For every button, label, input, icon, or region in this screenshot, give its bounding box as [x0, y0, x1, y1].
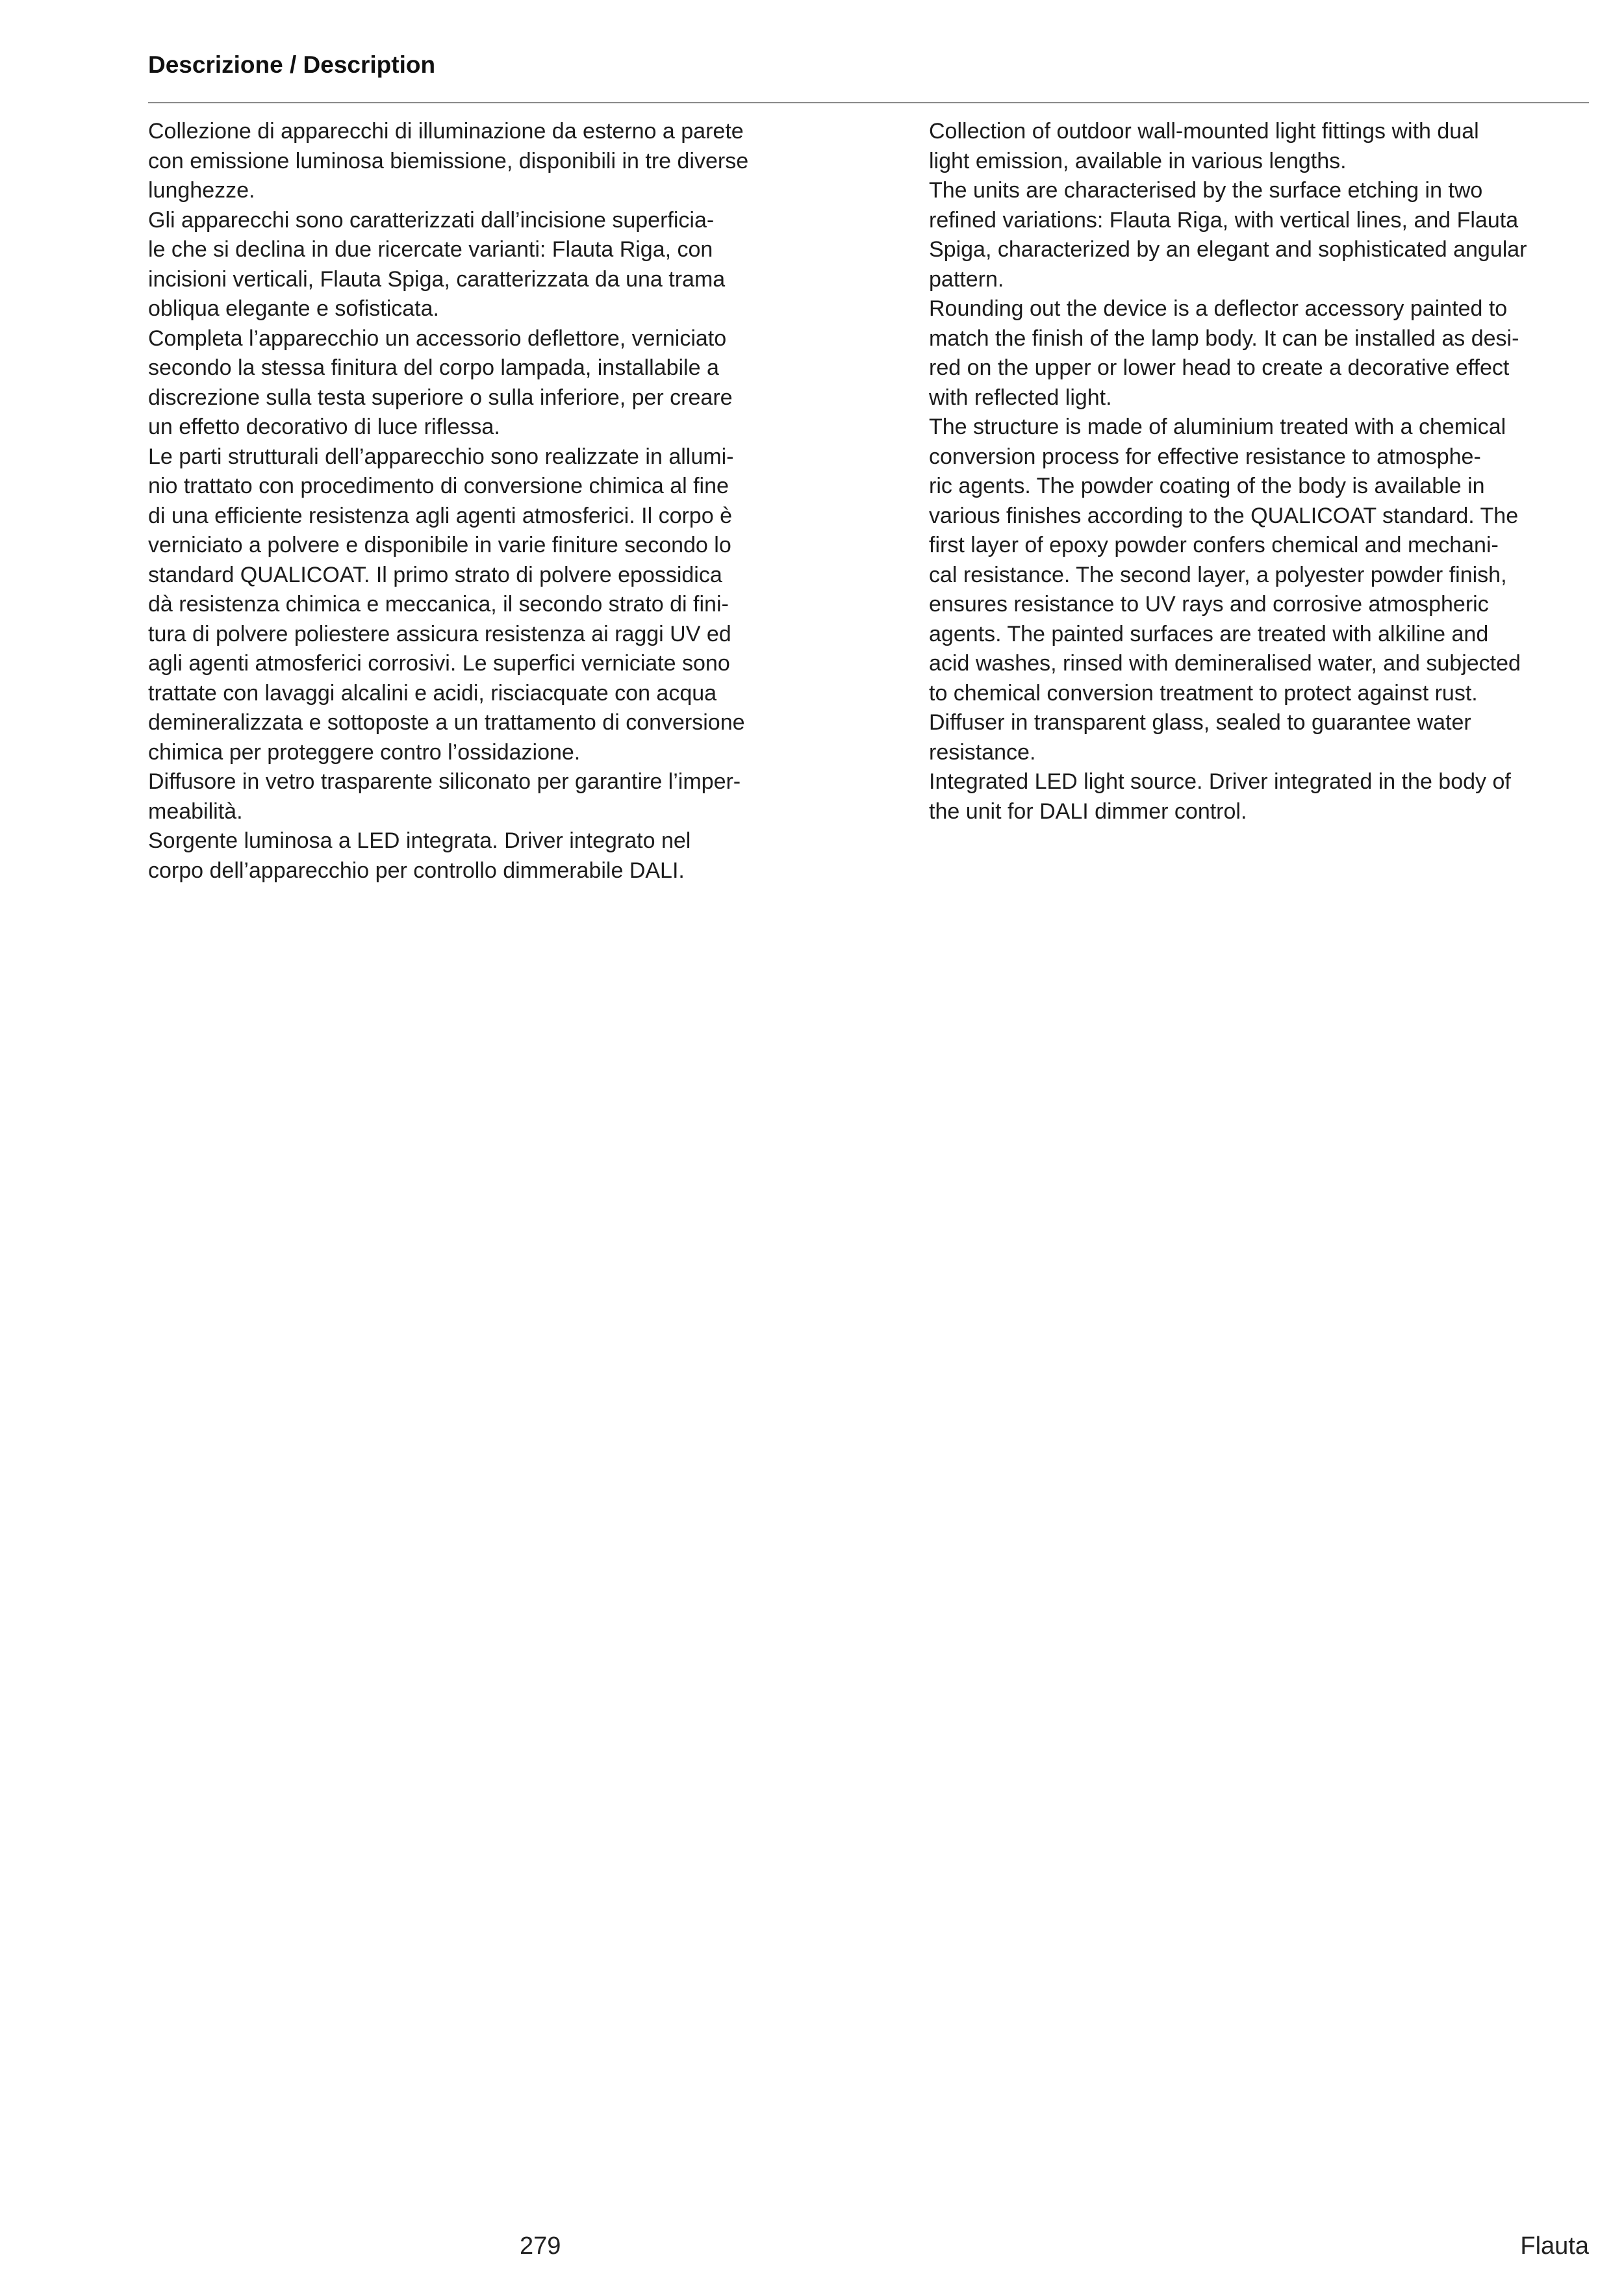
italian-text-line: con emissione luminosa biemissione, disponibili in tre diverse: [148, 148, 749, 173]
english-description-column: [929, 117, 1598, 826]
italian-text-line: secondo la stessa finitura del corpo lampada, installabile a: [148, 355, 719, 380]
english-text-line: Integrated LED light source. Driver integrated in the body of: [929, 769, 1511, 794]
english-text-line: to chemical conversion treatment to protect against rust.: [929, 680, 1478, 706]
english-text-line: Rounding out the device is a deflector accessory painted to: [929, 296, 1508, 321]
english-text-line: light emission, available in various lengths.: [929, 148, 1347, 173]
english-text-line: ric agents. The powder coating of the body is available in: [929, 474, 1485, 498]
italian-text-line: Le parti strutturali dell’apparecchio sono realizzate in allumi-: [148, 444, 734, 469]
english-text-line: match the finish of the lamp body. It can be installed as desi-: [929, 326, 1519, 351]
english-text-line: with reflected light.: [929, 385, 1112, 410]
italian-text-line: le che si declina in due ricercate varianti: Flauta Riga, con: [148, 237, 713, 262]
italian-text-line: Gli apparecchi sono caratterizzati dall’incisione superficia-: [148, 207, 715, 233]
english-text-line: cal resistance. The second layer, a polyester powder finish,: [929, 562, 1507, 587]
italian-text-line: chimica per proteggere contro l’ossidazione.: [148, 739, 581, 765]
english-text-line: The units are characterised by the surface etching in two: [929, 178, 1483, 203]
italian-text-line: agli agenti atmosferici corrosivi. Le superfici verniciate sono: [148, 651, 730, 676]
english-text-line: ensures resistance to UV rays and corrosive atmospheric: [929, 592, 1489, 617]
italian-text-line: meabilità.: [148, 798, 243, 824]
english-text-line: conversion process for effective resistance to atmosphe-: [929, 444, 1481, 469]
italian-text-line: un effetto decorativo di luce riflessa.: [148, 415, 500, 439]
italian-text-line: di una efficiente resistenza agli agenti atmosferici. Il corpo è: [148, 503, 732, 528]
italian-text-line: corpo dell’apparecchio per controllo dimmerabile DALI.: [148, 858, 685, 883]
english-text-line: the unit for DALI dimmer control.: [929, 798, 1247, 824]
english-text-line: agents. The painted surfaces are treated with alkiline and: [929, 621, 1489, 646]
english-text-line: The structure is made of aluminium treated with a chemical: [929, 415, 1506, 439]
italian-text-line: tura di polvere poliestere assicura resistenza ai raggi UV ed: [148, 621, 731, 646]
italian-text-line: trattate con lavaggi alcalini e acidi, risciacquate con acqua: [148, 680, 717, 706]
english-text-line: Diffuser in transparent glass, sealed to guarantee water: [929, 710, 1471, 735]
english-text-line: red on the upper or lower head to create a decorative effect: [929, 355, 1510, 380]
english-text-line: various finishes according to the QUALICOAT standard. The: [929, 503, 1519, 528]
italian-text-line: nio trattato con procedimento di conversione chimica al fine: [148, 474, 729, 498]
italian-text-line: obliqua elegante e sofisticata.: [148, 296, 439, 321]
english-text-line: Spiga, characterized by an elegant and sophisticated angular: [929, 237, 1527, 262]
italian-description-column: [148, 117, 817, 886]
italian-text-line: discrezione sulla testa superiore o sulla inferiore, per creare: [148, 385, 733, 410]
heading-divider: [148, 102, 1589, 103]
italian-text-line: Completa l’apparecchio un accessorio deflettore, verniciato: [148, 326, 727, 351]
english-text-line: first layer of epoxy powder confers chemical and mechani-: [929, 533, 1499, 557]
english-text-line: resistance.: [929, 739, 1036, 765]
english-text-line: acid washes, rinsed with demineralised water, and subjected: [929, 651, 1521, 676]
english-text-line: Collection of outdoor wall-mounted light fittings with dual: [929, 119, 1479, 144]
collection-name: Flauta: [1520, 2232, 1589, 2260]
italian-text-line: Sorgente luminosa a LED integrata. Driver integrato nel: [148, 828, 691, 853]
italian-text-line: Collezione di apparecchi di illuminazione da esterno a parete: [148, 119, 744, 144]
italian-text-line: standard QUALICOAT. Il primo strato di polvere epossidica: [148, 562, 722, 587]
english-text-line: pattern.: [929, 266, 1004, 292]
italian-text-line: incisioni verticali, Flauta Spiga, caratterizzata da una trama: [148, 266, 726, 292]
english-text-line: refined variations: Flauta Riga, with vertical lines, and Flauta: [929, 207, 1519, 233]
section-heading: Descrizione / Description: [148, 51, 436, 78]
italian-text-line: dà resistenza chimica e meccanica, il secondo strato di fini-: [148, 592, 729, 617]
italian-text-line: Diffusore in vetro trasparente siliconato per garantire l’imper-: [148, 769, 741, 794]
italian-text-line: verniciato a polvere e disponibile in varie finiture secondo lo: [148, 533, 731, 557]
italian-text-line: lunghezze.: [148, 178, 255, 203]
italian-text-line: demineralizzata e sottoposte a un trattamento di conversione: [148, 710, 745, 735]
page-number: 279: [520, 2232, 561, 2260]
